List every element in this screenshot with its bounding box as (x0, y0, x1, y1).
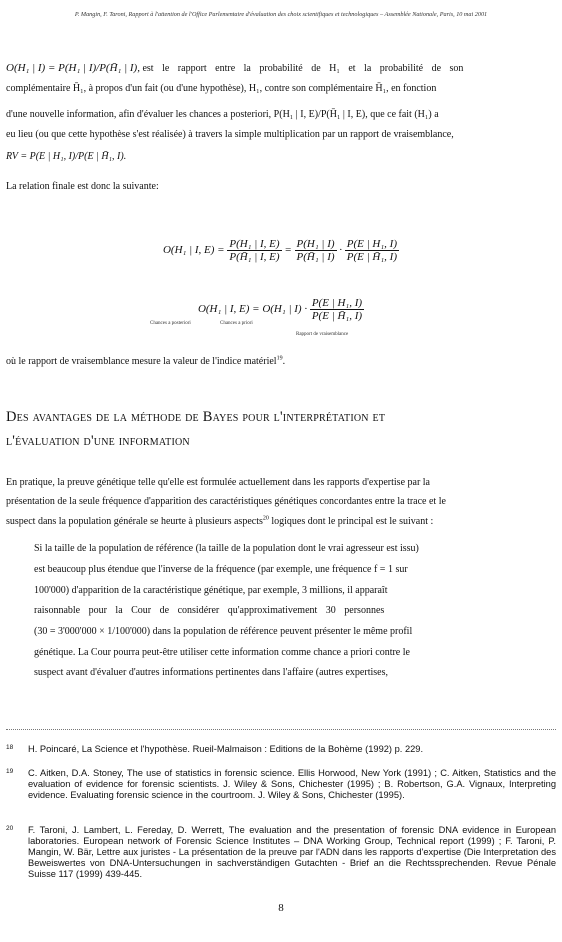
para-line-3b: logiques dont le principal est le suivant : (268, 516, 434, 527)
section-heading-line-1: Des avantages de la méthode de Bayes pour l'interprétation et (6, 409, 386, 425)
quote-line-7: suspect avant d'évaluer d'autres informations pertinentes dans l'affaire (autres expertises, (34, 667, 388, 678)
footnote-18-number: 18 (6, 744, 14, 751)
footnote-20-text: F. Taroni, J. Lambert, L. Fereday, D. Werrett, The evaluation and the presentation of forensic DNA evidence in European laboratories. European network of Forensic Science Institutes – DNA Working Group, Technical report (1999) ; F. Taroni, P. Mangin, W. Bär, Lettre aux juristes - La présentation de la preuve par l'ADN dans les rapports d'expertise (Die Interpretation des Beweiswertes von DNA-Untersuchungen in sachverständigen Gutachten - Brief an die Rechtssprechenden. Revue Pénale Suisse 117 (1999) 439-445. (28, 825, 556, 879)
footnote-18-text: H. Poincaré, La Science et l'hypothèse. Rueil-Malmaison : Editions de la Bohème (1992) p. 229. (28, 744, 424, 754)
equation-1 (0, 238, 562, 263)
after-eq-sentence: où le rapport de vraisemblance mesure la valeur de l'indice matériel (6, 356, 277, 367)
eq1-f2-denominator: P(H̄₁ | I) (296, 251, 335, 263)
equation-2 (0, 297, 562, 322)
eq1-f3-numerator: P(E | H₁, I) (346, 238, 398, 250)
eq2-numerator: P(E | H₁, I) (311, 297, 363, 309)
eq1-f2-numerator: P(H₁ | I) (296, 238, 335, 250)
eq2-equals: = (252, 303, 260, 316)
eq1-dot: · (339, 244, 343, 257)
para-line-2: présentation de la seule fréquence d'apparition des caractéristiques génétiques concordantes entre la trace et le (6, 496, 446, 507)
eq1-f3-denominator: P(E | H̄₁, I) (346, 251, 398, 263)
quote-line-3: 100'000) d'apparition de la caractéristique génétique, par exemple, 3 millions, il apparaît (34, 585, 388, 596)
eq1-equals: = (284, 244, 292, 257)
quote-line-6: génétique. La Cour pourra peut-être utiliser cette information comme chance a priori contre le (34, 647, 410, 658)
section-heading-line-2: l'évaluation d'une information (6, 433, 190, 449)
footnote-separator (6, 729, 556, 730)
eq1-f1-denominator: P(H̄₁ | I, E) (229, 251, 280, 263)
after-equation-text (6, 355, 556, 368)
section-heading (6, 405, 556, 453)
intro-line-6: La relation finale est donc la suivante: (6, 181, 159, 192)
intro-line-1 (6, 62, 556, 75)
caption-likelihood-ratio: Rapport de vraisemblance (296, 332, 349, 337)
eq1-fraction-1 (227, 238, 281, 263)
intro-line-4: eu lieu (ou que cette hypothèse s'est réalisée) à travers la simple multiplication par un rapport de vraisemblance, (6, 129, 454, 140)
intro-line-1-rest: est le rapport entre la probabilité de H₁ et la probabilité de son (142, 63, 464, 74)
after-eq-period: . (282, 356, 286, 367)
quote-line-4: raisonnable pour la Cour de considérer qu'approximativement 30 personnes (34, 605, 385, 616)
eq2-dot: · (304, 303, 308, 316)
footnote-19-number: 19 (6, 768, 14, 775)
para-line-1: En pratique, la preuve génétique telle qu'elle est formulée actuellement dans les rapports d'expertise par la (6, 477, 430, 488)
quote-line-5: (30 = 3'000'000 × 1/100'000) dans la population de référence peuvent présenter le même profil (34, 626, 413, 637)
footnote-20-number: 20 (6, 825, 14, 832)
caption-prior-odds: Chances a priori (220, 321, 253, 326)
odds-formula: O(H₁ | I) = P(H₁ | I)/P(H̄₁ | I), (6, 62, 140, 74)
caption-posterior-odds: Chances a posteriori (150, 321, 191, 326)
intro-line-2: complémentaire H̄₁, à propos d'un fait (ou d'une hypothèse), H₁, contre son complémentaire H̄₁, en fonction (6, 83, 437, 94)
eq1-f1-numerator: P(H₁ | I, E) (229, 238, 280, 250)
quote-line-2: est beaucoup plus étendue que l'inverse de la fréquence (par exemple, une fréquence f = 1 sur (34, 564, 408, 575)
running-header: P. Mangin, F. Taroni, Rapport à l'attention de l'Office Parlementaire d'évaluation des choix scientifiques et technologiques – Assemblée Nationale, Paris, 10 mai 2001 (74, 11, 488, 18)
footnote-ref-20: 20 (262, 515, 269, 522)
page-number: 8 (278, 902, 284, 914)
eq1-fraction-3 (345, 238, 399, 263)
eq2-lhs: O(H₁ | I, E) (197, 303, 250, 316)
footnote-ref-19: 19 (276, 355, 283, 362)
quote-line-1: Si la taille de la population de référence (la taille de la population dont le vrai agresseur est issu) (34, 543, 419, 554)
footnote-19-text: C. Aitken, D.A. Stoney, The use of statistics in forensic science. Ellis Horwood, New York (1991) ; C. Aitken, Statistics and the evaluation of evidence for forensic scientists. J. Wiley & Sons, Chichester (1995) ; B. Robertson, G.A. Vignaux, Interpreting evidence. Evaluating forensic science in the courtroom. J. Wiley & Sons, Chichester (1995). (28, 768, 556, 800)
eq2-prior: O(H₁ | I) (262, 303, 302, 316)
para-line-3 (6, 515, 556, 528)
para-line-3a: suspect dans la population générale se heurte à plusieurs aspects (6, 516, 263, 527)
eq1-fraction-2 (295, 238, 337, 263)
eq1-lhs: O(H₁ | I, E) = (162, 244, 225, 257)
eq2-fraction (310, 297, 364, 322)
likelihood-ratio-formula: RV = P(E | H₁, I)/P(E | H̄₁, I). (6, 151, 127, 162)
intro-line-3: d'une nouvelle information, afin d'évaluer les chances a posteriori, P(H₁ | I, E)/P(H̄₁ | I, E), que ce fait (H₁) a (6, 109, 439, 120)
eq2-denominator: P(E | H̄₁, I) (311, 310, 363, 322)
